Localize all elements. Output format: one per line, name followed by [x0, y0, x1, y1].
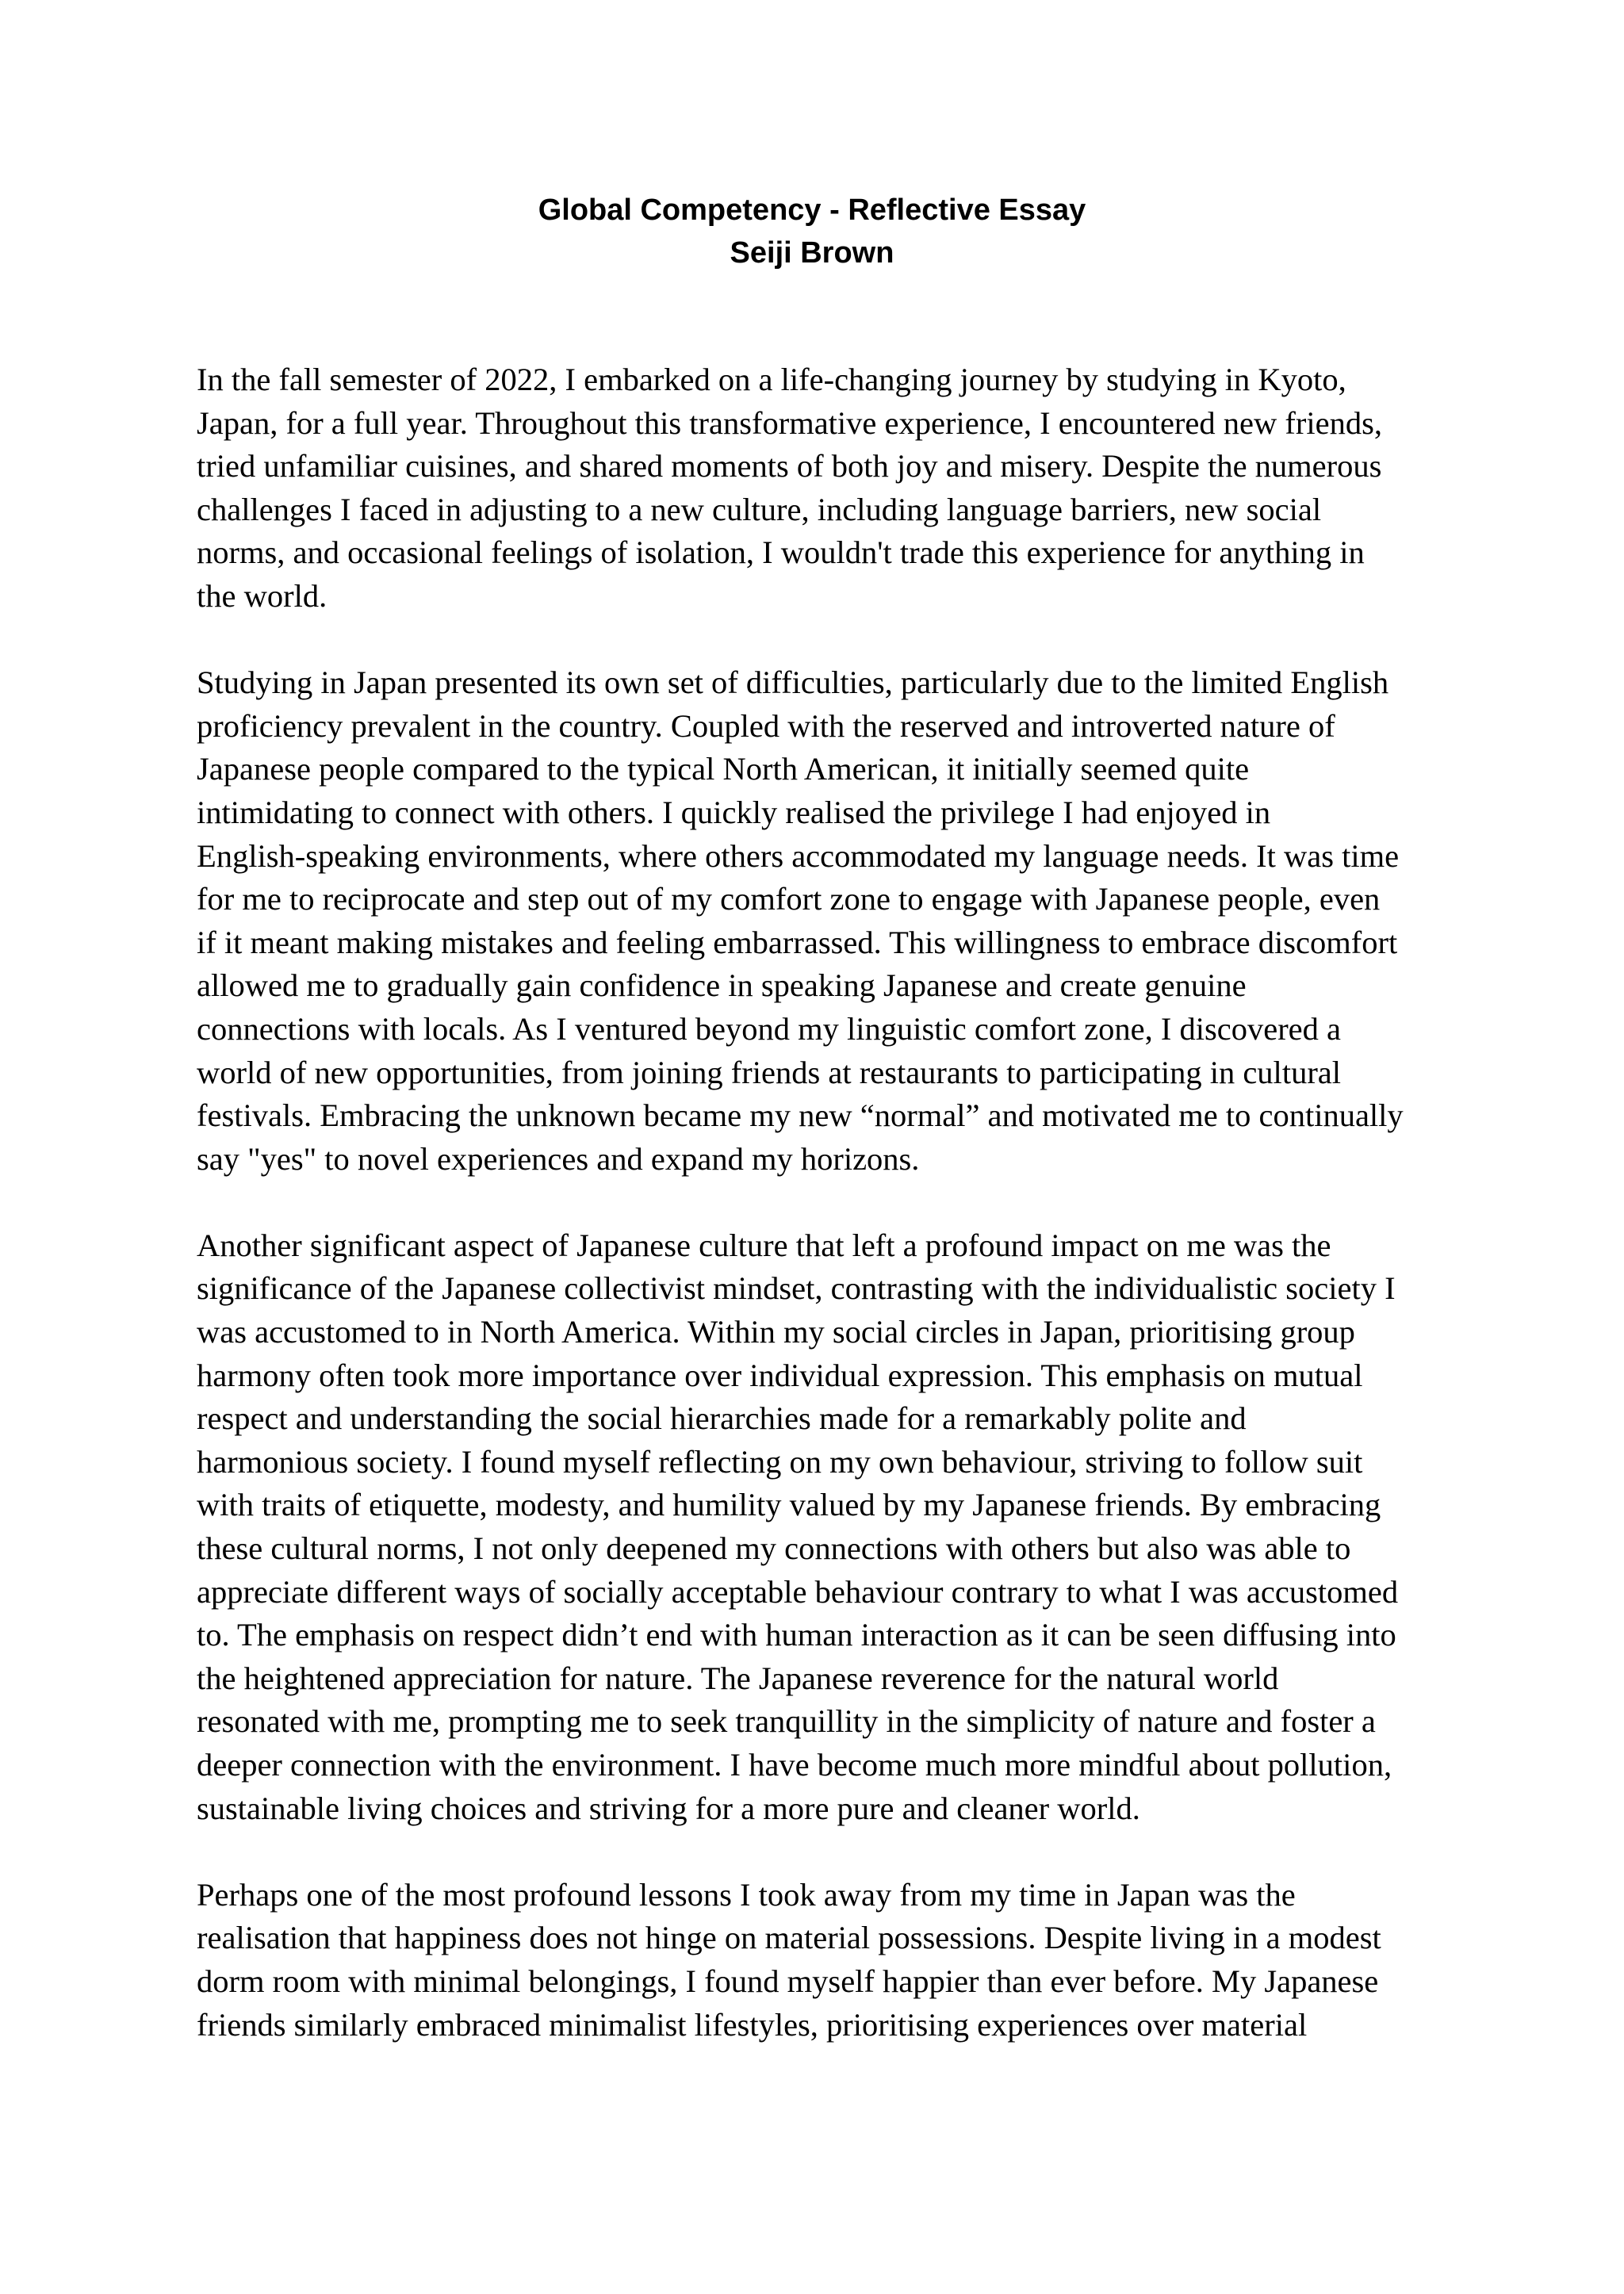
text-line: Japanese people compared to the typical North American, it initially seemed quite [197, 751, 1250, 787]
text-line: In the fall semester of 2022, I embarked on a life-changing journey by studying in Kyoto, [197, 362, 1346, 397]
text-line: Perhaps one of the most profound lessons I took away from my time in Japan was the [197, 1876, 1296, 1913]
text-line: intimidating to connect with others. I quickly realised the privilege I had enjoyed in [197, 794, 1271, 830]
essay-body [197, 358, 1457, 2090]
text-line: world of new opportunities, from joining friends at restaurants to participating in cultural [197, 1054, 1342, 1090]
text-line: appreciate different ways of socially acceptable behaviour contrary to what I was accustomed [197, 1573, 1399, 1610]
text-line: was accustomed to in North America. Within my social circles in Japan, prioritising group [197, 1314, 1355, 1350]
text-line: for me to reciprocate and step out of my comfort zone to engage with Japanese people, even [197, 881, 1381, 917]
text-line: to. The emphasis on respect didn’t end with human interaction as it can be seen diffusing into [197, 1617, 1396, 1653]
text-line: resonated with me, prompting me to seek tranquillity in the simplicity of nature and foster a [197, 1703, 1376, 1740]
text-line: respect and understanding the social hierarchies made for a remarkably polite and [197, 1400, 1247, 1437]
paragraph-3 [197, 1224, 1457, 1830]
text-line: challenges I faced in adjusting to a new culture, including language barriers, new social [197, 491, 1322, 527]
text-line: Another significant aspect of Japanese culture that left a profound impact on me was the [197, 1227, 1331, 1263]
text-line: norms, and occasional feelings of isolation, I wouldn't trade this experience for anything in [197, 534, 1365, 571]
text-line: the world. [197, 577, 327, 614]
text-line: Japan, for a full year. Throughout this transformative experience, I encountered new friends, [197, 404, 1382, 441]
text-line: connections with locals. As I ventured beyond my linguistic comfort zone, I discovered a [197, 1010, 1342, 1047]
text-line: deeper connection with the environment. I have become much more mindful about pollution, [197, 1747, 1392, 1783]
text-line: English-speaking environments, where others accommodated my language needs. It was time [197, 837, 1400, 874]
text-line: if it meant making mistakes and feeling embarrassed. This willingness to embrace discomfort [197, 924, 1398, 960]
text-line: tried unfamiliar cuisines, and shared moments of both joy and misery. Despite the numerous [197, 448, 1382, 484]
paragraph-2 [197, 661, 1457, 1181]
paragraph-1 [197, 358, 1457, 618]
paragraph-4 [197, 1874, 1457, 2047]
text-line: festivals. Embracing the unknown became my new “normal” and motivated me to continually [197, 1097, 1404, 1134]
text-line: significance of the Japanese collectivist mindset, contrasting with the individualistic society I [197, 1270, 1396, 1307]
text-line: say "yes" to novel experiences and expand my horizons. [197, 1140, 920, 1177]
text-line: the heightened appreciation for nature. The Japanese reverence for the natural world [197, 1660, 1279, 1696]
text-line: harmony often took more importance over individual expression. This emphasis on mutual [197, 1357, 1363, 1393]
text-line: friends similarly embraced minimalist lifestyles, prioritising experiences over material [197, 2006, 1308, 2043]
text-line: allowed me to gradually gain confidence in speaking Japanese and create genuine [197, 967, 1247, 1004]
author-name: Seiji Brown [730, 236, 894, 270]
text-line: these cultural norms, I not only deepened my connections with others but also was able to [197, 1530, 1351, 1567]
text-line: sustainable living choices and striving for a more pure and cleaner world. [197, 1790, 1140, 1826]
document-header [0, 189, 1624, 274]
text-line: Studying in Japan presented its own set of difficulties, particularly due to the limited English [197, 664, 1389, 701]
text-line: realisation that happiness does not hinge on material possessions. Despite living in a modest [197, 1920, 1381, 1956]
document-title: Global Competency - Reflective Essay [538, 193, 1086, 227]
text-line: harmonious society. I found myself reflecting on my own behaviour, striving to follow suit [197, 1443, 1363, 1480]
text-line: with traits of etiquette, modesty, and humility valued by my Japanese friends. By embracing [197, 1487, 1381, 1523]
text-line: dorm room with minimal belongings, I found myself happier than ever before. My Japanese [197, 1963, 1379, 1999]
text-line: proficiency prevalent in the country. Coupled with the reserved and introverted nature of [197, 707, 1335, 744]
